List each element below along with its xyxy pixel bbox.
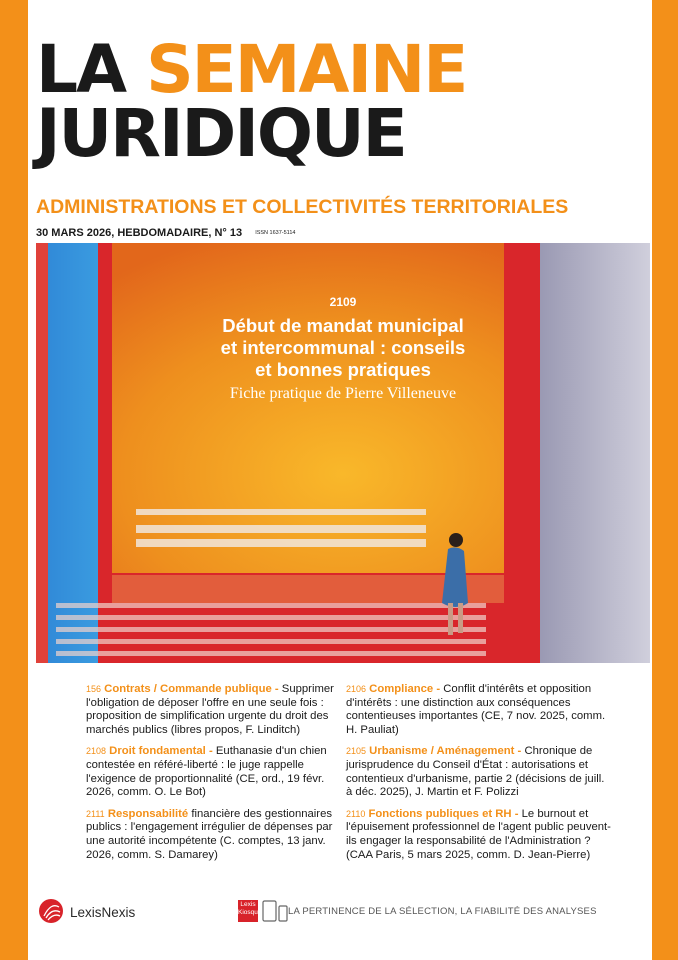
toc-entry-number: 2111	[86, 808, 105, 819]
toc-entry[interactable]	[346, 745, 612, 799]
masthead-word-semaine: SEMAINE	[146, 31, 467, 108]
tagline: LA PERTINENCE DE LA SÉLECTION, LA FIABILITÉ DES ANALYSES	[288, 906, 597, 917]
toc-entry-number: 156	[86, 684, 102, 694]
footer	[36, 896, 624, 926]
lexisnexis-tree-icon	[38, 898, 66, 924]
toc-entry[interactable]	[86, 745, 350, 799]
toc-entry[interactable]	[346, 808, 612, 862]
toc-entry-text: Chronique de jurisprudence du Conseil d'État : autorisations et contentieux d'urbanisme, partie 2 (décisions de juill. à déc. 2025), J. Martin et F. Polizzi	[346, 745, 605, 799]
cover-image	[36, 243, 650, 663]
toc-entry-text: Euthanasie d'un chien contestée en référé-liberté : le juge rappelle l'exigence de proportionnalité (CE, ord., 19 févr. 2026, comm. O. Le Bot)	[86, 745, 327, 799]
cover-title-line-3: et bonnes pratiques	[255, 359, 431, 380]
toc-entry-number: 2110	[346, 808, 366, 819]
edition-title: ADMINISTRATIONS ET COLLECTIVITÉS TERRITORIALES	[36, 196, 569, 218]
cover-title-line-1: Début de mandat municipal	[222, 315, 464, 336]
toc-entry-rubric: Compliance -	[369, 683, 441, 695]
toc-entry[interactable]	[86, 808, 350, 862]
toc-entry-text: Supprimer l'obligation de déposer l'offre en une seule fois : proposition de simplification urgente du droit des marchés publics (libres propos, F. Linditch)	[86, 683, 334, 736]
publisher-name: LexisNexis	[70, 905, 136, 920]
toc-column-right	[346, 683, 612, 870]
toc-entry-number: 2106	[346, 684, 367, 694]
issn: ISSN 1637-5114	[255, 230, 296, 237]
issue-date: 30 MARS 2026, HEBDOMADAIRE, N° 13	[36, 227, 243, 239]
toc-entry-number: 2108	[86, 746, 107, 757]
cover-byline: Fiche pratique de Pierre Villeneuve	[229, 385, 457, 402]
kiosque-label-2: Kiosque	[238, 909, 262, 916]
masthead-line-1	[36, 31, 616, 108]
cover-title-line-2: et intercommunal : conseils	[220, 337, 466, 358]
lexisnexis-logo[interactable]	[38, 898, 156, 924]
devices-icon	[262, 900, 288, 922]
lexis-kiosque-badge[interactable]	[238, 896, 292, 926]
masthead-word-la: LA	[36, 31, 126, 108]
toc-entry[interactable]	[346, 683, 612, 737]
kiosque-logo	[238, 900, 262, 922]
toc-entry-text: Conflit d'intérêts et opposition d'intérêts : une distinction aux conséquences contentieuses importantes (CE, 7 nov. 2025, comm. H. Pauliat)	[346, 683, 606, 736]
toc-entry-rubric: Droit fondamental -	[109, 745, 213, 758]
toc-entry-text: financière des gestionnaires publics : l'engagement irrégulier de dépenses par une autorité incompétente (C. comptes, 13 janv. 2026, comm. S. Damarey)	[86, 807, 333, 861]
toc-entry-rubric: Responsabilité	[107, 807, 189, 820]
issue-info	[36, 227, 295, 239]
masthead	[36, 31, 616, 172]
kiosque-label-1: Lexis	[240, 901, 256, 908]
toc-entry-rubric: Contrats / Commande publique -	[104, 683, 279, 695]
toc-entry[interactable]	[86, 683, 350, 737]
toc-entry-rubric: Urbanisme / Aménagement -	[369, 745, 522, 758]
masthead-word-juridique: JURIDIQUE	[36, 95, 406, 172]
cover-title	[36, 315, 650, 381]
toc-entry-text: Le burnout et l'épuisement professionnel de l'agent public peuvent-ils engager la responsabilité de l'Administration ? (CAA Paris, 5 mars 2025, comm. D. Jean-Pierre)	[346, 807, 611, 861]
toc-column-left	[86, 683, 350, 870]
toc-entry-rubric: Fonctions publiques et RH -	[368, 807, 519, 820]
cover-article-number: 2109	[329, 295, 357, 309]
cover-headline	[36, 295, 650, 403]
toc-entry-number: 2105	[346, 746, 367, 757]
